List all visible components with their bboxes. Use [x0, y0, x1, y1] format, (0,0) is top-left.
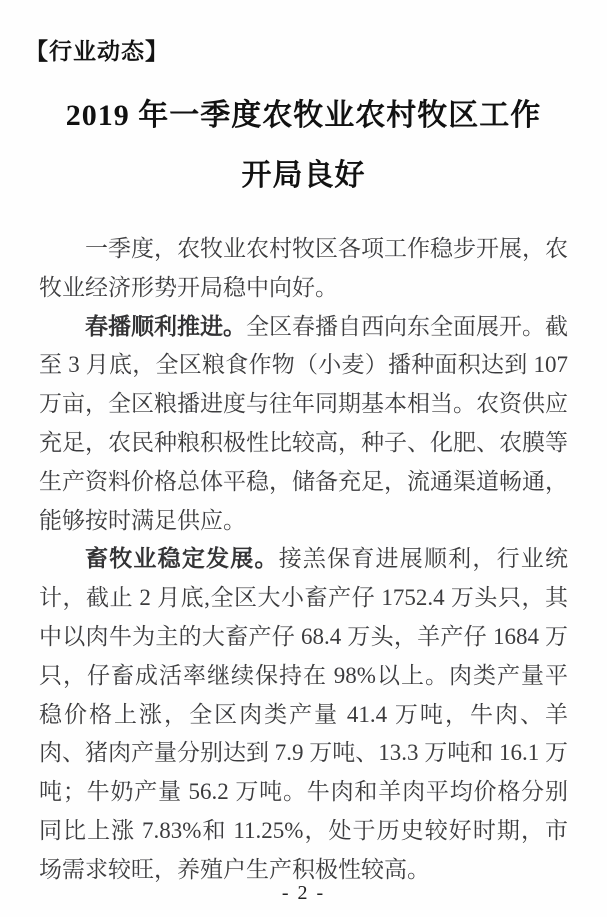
- paragraph-lead: 畜牧业稳定发展。: [85, 546, 279, 572]
- paragraph-text: 接羔保育进展顺利，行业统计，截止 2 月底,全区大小畜产仔 1752.4 万头只，其中以肉牛为主的大畜产仔 68.4 万头，羊产仔 1684 万只，仔畜成活率继续保持在 98%以上。肉类产量平稳价格上涨，全区肉类产量 41.4 万吨，牛肉、羊肉、猪肉产量分别达到 7.9 万吨、13.3 万吨和 16.1 万吨；牛奶产量 56.2 万吨。牛肉和羊肉平均价格分别同比上涨 7.83%和 11.25%，处于历史较好时期，市场需求较旺，养殖户生产积极性较高。: [39, 546, 569, 882]
- page-footer: [0, 882, 607, 905]
- paragraph-text: 全区春播自西向东全面展开。截至 3 月底，全区粮食作物（小麦）播种面积达到 107 万亩，全区粮播进度与往年同期基本相当。农资供应充足，农民种粮积极性比较高，种子、化肥、农膜等生产资料价格总体平稳，储备充足，流通渠道畅通，能够按时满足供应。: [39, 313, 568, 533]
- paragraph-livestock: [39, 540, 568, 889]
- document-title: [39, 86, 568, 206]
- paragraph-spring-sowing: [39, 308, 568, 541]
- section-tag: 【行业动态】: [25, 38, 169, 64]
- title-line-2: 开局良好: [241, 159, 366, 192]
- paragraph-text: 一季度，农牧业农村牧区各项工作稳步开展，农牧业经济形势开局稳中向好。: [39, 236, 568, 300]
- page-number: - 2 -: [281, 882, 326, 904]
- title-line-1: 2019 年一季度农牧业农村牧区工作: [65, 99, 542, 132]
- document-body: [39, 230, 568, 890]
- paragraph-intro: [39, 230, 568, 308]
- paragraph-lead: 春播顺利推进。: [85, 313, 246, 339]
